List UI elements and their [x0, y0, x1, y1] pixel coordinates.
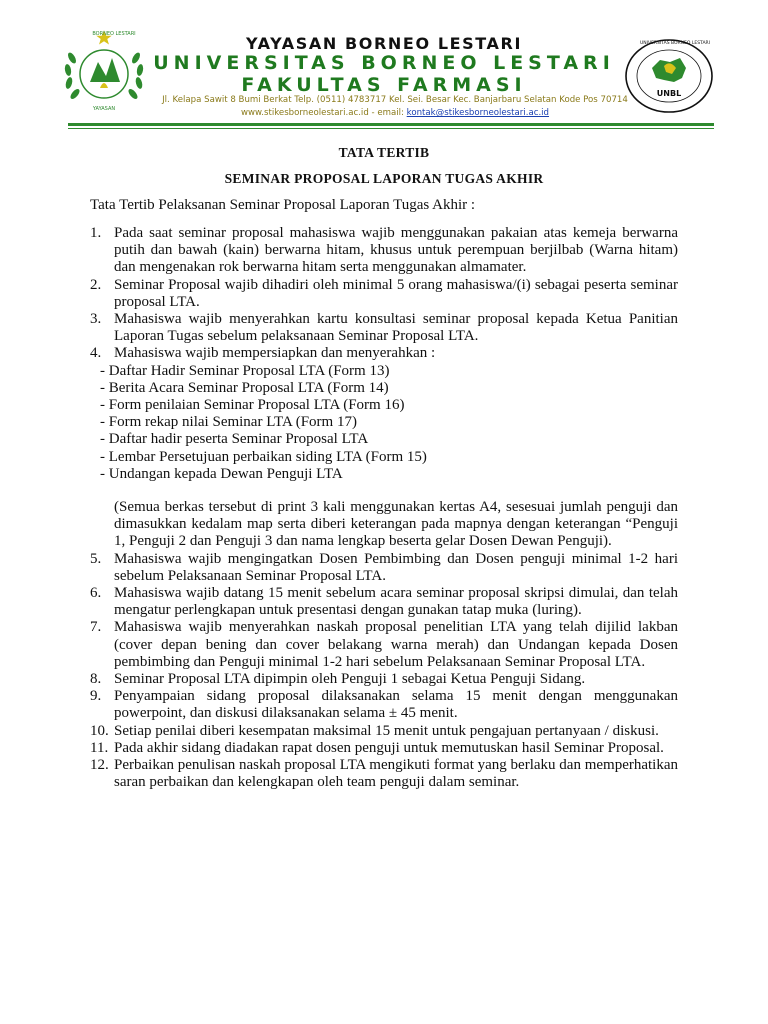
required-document-item: - Berita Acara Seminar Proposal LTA (Form 14): [100, 379, 389, 396]
rule-text: Penyampaian sidang proposal dilaksanakan selama 15 menit dengan menggunakan powerpoint, dan diskusi dilaksanakan selama ± 45 menit.: [114, 688, 678, 722]
document-title: TATA TERTIB: [338, 145, 430, 160]
rule-item: [90, 688, 678, 722]
university-name: UNIVERSITAS BORNEO LESTARI: [153, 52, 615, 74]
unbl-logo-icon: [624, 38, 714, 114]
rule-item: [90, 225, 678, 277]
rule-number: 3.: [90, 311, 102, 328]
rule-number: 4.: [90, 345, 102, 362]
required-document-item: - Form rekap nilai Seminar LTA (Form 17): [100, 414, 357, 431]
document-subtitle: SEMINAR PROPOSAL LAPORAN TUGAS AKHIR: [224, 171, 544, 186]
contact-line: [140, 108, 650, 118]
rules-list-continued: [90, 551, 678, 792]
note-text: (Semua berkas tersebut di print 3 kali menggunakan kertas A4, sesesuai jumlah penguji dan dimasukkan kedalam map serta diberi keterangan pada mapnya dengan keterangan “Penguji 1, Penguji 2 dan Penguji 3 dan nama lengkap beserta gelar Dosen Dewan Penguji).: [114, 499, 678, 550]
foundation-name: YAYASAN BORNEO LESTARI: [246, 34, 522, 53]
rule-item: [90, 671, 678, 688]
rule-number: 8.: [90, 671, 102, 688]
rule-text: Mahasiswa wajib menyerahkan kartu konsultasi seminar proposal kepada Ketua Panitian Laporan Tugas sebelum pelaksanaan Seminar Proposal LTA.: [114, 311, 678, 345]
rule-number: 10.: [90, 722, 109, 739]
rule-number: 12.: [90, 757, 109, 774]
website-text: www.stikesborneolestari.ac.id - email:: [240, 108, 407, 118]
rule-text: Mahasiswa wajib mengingatkan Dosen Pembimbing dan Dosen penguji minimal 1-2 hari sebelum Pelaksanaan Seminar Proposal LTA.: [114, 550, 678, 584]
rule-number: 2.: [90, 276, 102, 293]
rule-number: 1.: [90, 225, 102, 241]
rule-number: 9.: [90, 688, 102, 705]
yayasan-logo-icon: [60, 28, 148, 116]
logo-left-bottom-text: YAYASAN: [92, 106, 116, 112]
rule-text: Pada akhir sidang diadakan rapat dosen penguji untuk memutuskan hasil Seminar Proposal.: [114, 739, 664, 756]
rule-item: [90, 619, 678, 671]
required-documents-list: [90, 363, 678, 483]
rule-text: Setiap penilai diberi kesempatan maksimal 15 menit untuk pengajuan pertanyaan / diskusi.: [114, 722, 659, 739]
letterhead: [140, 34, 628, 96]
required-document-item: - Daftar Hadir Seminar Proposal LTA (Form 13): [100, 362, 390, 379]
rule-number: 5.: [90, 550, 102, 567]
rule-number: 6.: [90, 585, 102, 602]
rule-item: [90, 311, 678, 345]
letterhead-rule-thin: [68, 128, 714, 129]
rule-item: [90, 551, 678, 585]
rule-text: Perbaikan penulisan naskah proposal LTA mengikuti format yang berlaku dan memperhatikan saran perbaikan dan kelengkapan oleh team penguji dalam seminar.: [114, 757, 678, 791]
rule-text: Mahasiswa wajib mempersiapkan dan menyerahkan :: [114, 345, 436, 362]
rule-item: [90, 723, 678, 740]
faculty-name: FAKULTAS FARMASI: [241, 74, 527, 96]
intro-text: Tata Tertib Pelaksanan Seminar Proposal Laporan Tugas Akhir :: [90, 197, 476, 213]
required-document-item: - Form penilaian Seminar Proposal LTA (Form 16): [100, 397, 405, 414]
logo-right-top-text: UNIVERSITAS BORNEO LESTARI: [640, 41, 710, 46]
address-line: Jl. Kelapa Sawit 8 Bumi Berkat Telp. (0511) 4783717 Kel. Sei. Besar Kec. Banjarbaru Selatan Kode Pos 70714: [162, 95, 628, 105]
required-document-item: - Daftar hadir peserta Seminar Proposal LTA: [100, 431, 369, 448]
document-body: [90, 145, 678, 792]
rule-item: [90, 345, 678, 362]
rule-text: Pada saat seminar proposal mahasiswa wajib menggunakan pakaian atas kemeja berwarna putih dan bawah (kain) berwarna hitam, khusus untuk perempuan berjilbab (Warna hitam) dan mengenakan rok berwarna hitam serta menggunakan almamater.: [114, 225, 678, 276]
rules-list: [90, 225, 678, 363]
rule-item: [90, 277, 678, 311]
letterhead-rule-thick: [68, 123, 714, 126]
rule-text: Mahasiswa wajib menyerahkan naskah proposal penelitian LTA yang telah dijilid lakban (cover depan bening dan cover belakang warna merah) dan Undangan kepada Dosen pembimbing dan Penguji minimal 1-2 hari sebelum Pelaksanaan Seminar Proposal LTA.: [114, 619, 678, 670]
rule-text: Mahasiswa wajib datang 15 menit sebelum acara seminar proposal skripsi dimulai, dan telah mengatur perlengkapan untuk presentasi dengan gunakan tatap muka (luring).: [114, 585, 678, 619]
rule-item: [90, 740, 678, 757]
rule-item: [90, 757, 678, 791]
email-link[interactable]: kontak@stikesborneolestari.ac.id: [406, 108, 550, 118]
rule-text: Seminar Proposal LTA dipimpin oleh Penguji 1 sebagai Ketua Penguji Sidang.: [114, 671, 586, 688]
rule-number: 11.: [90, 739, 109, 756]
logo-left-top-text: BORNEO LESTARI: [92, 31, 136, 37]
logo-right-bottom-text: UNBL: [656, 89, 682, 98]
rule-item: [90, 585, 678, 619]
documents-note: [90, 499, 678, 551]
required-document-item: - Lembar Persetujuan perbaikan siding LTA (Form 15): [100, 448, 427, 465]
required-document-item: - Undangan kepada Dewan Penguji LTA: [100, 465, 343, 482]
rule-number: 7.: [90, 619, 102, 636]
rule-text: Seminar Proposal wajib dihadiri oleh minimal 5 orang mahasiswa/(i) sebagai peserta seminar proposal LTA.: [114, 276, 678, 310]
